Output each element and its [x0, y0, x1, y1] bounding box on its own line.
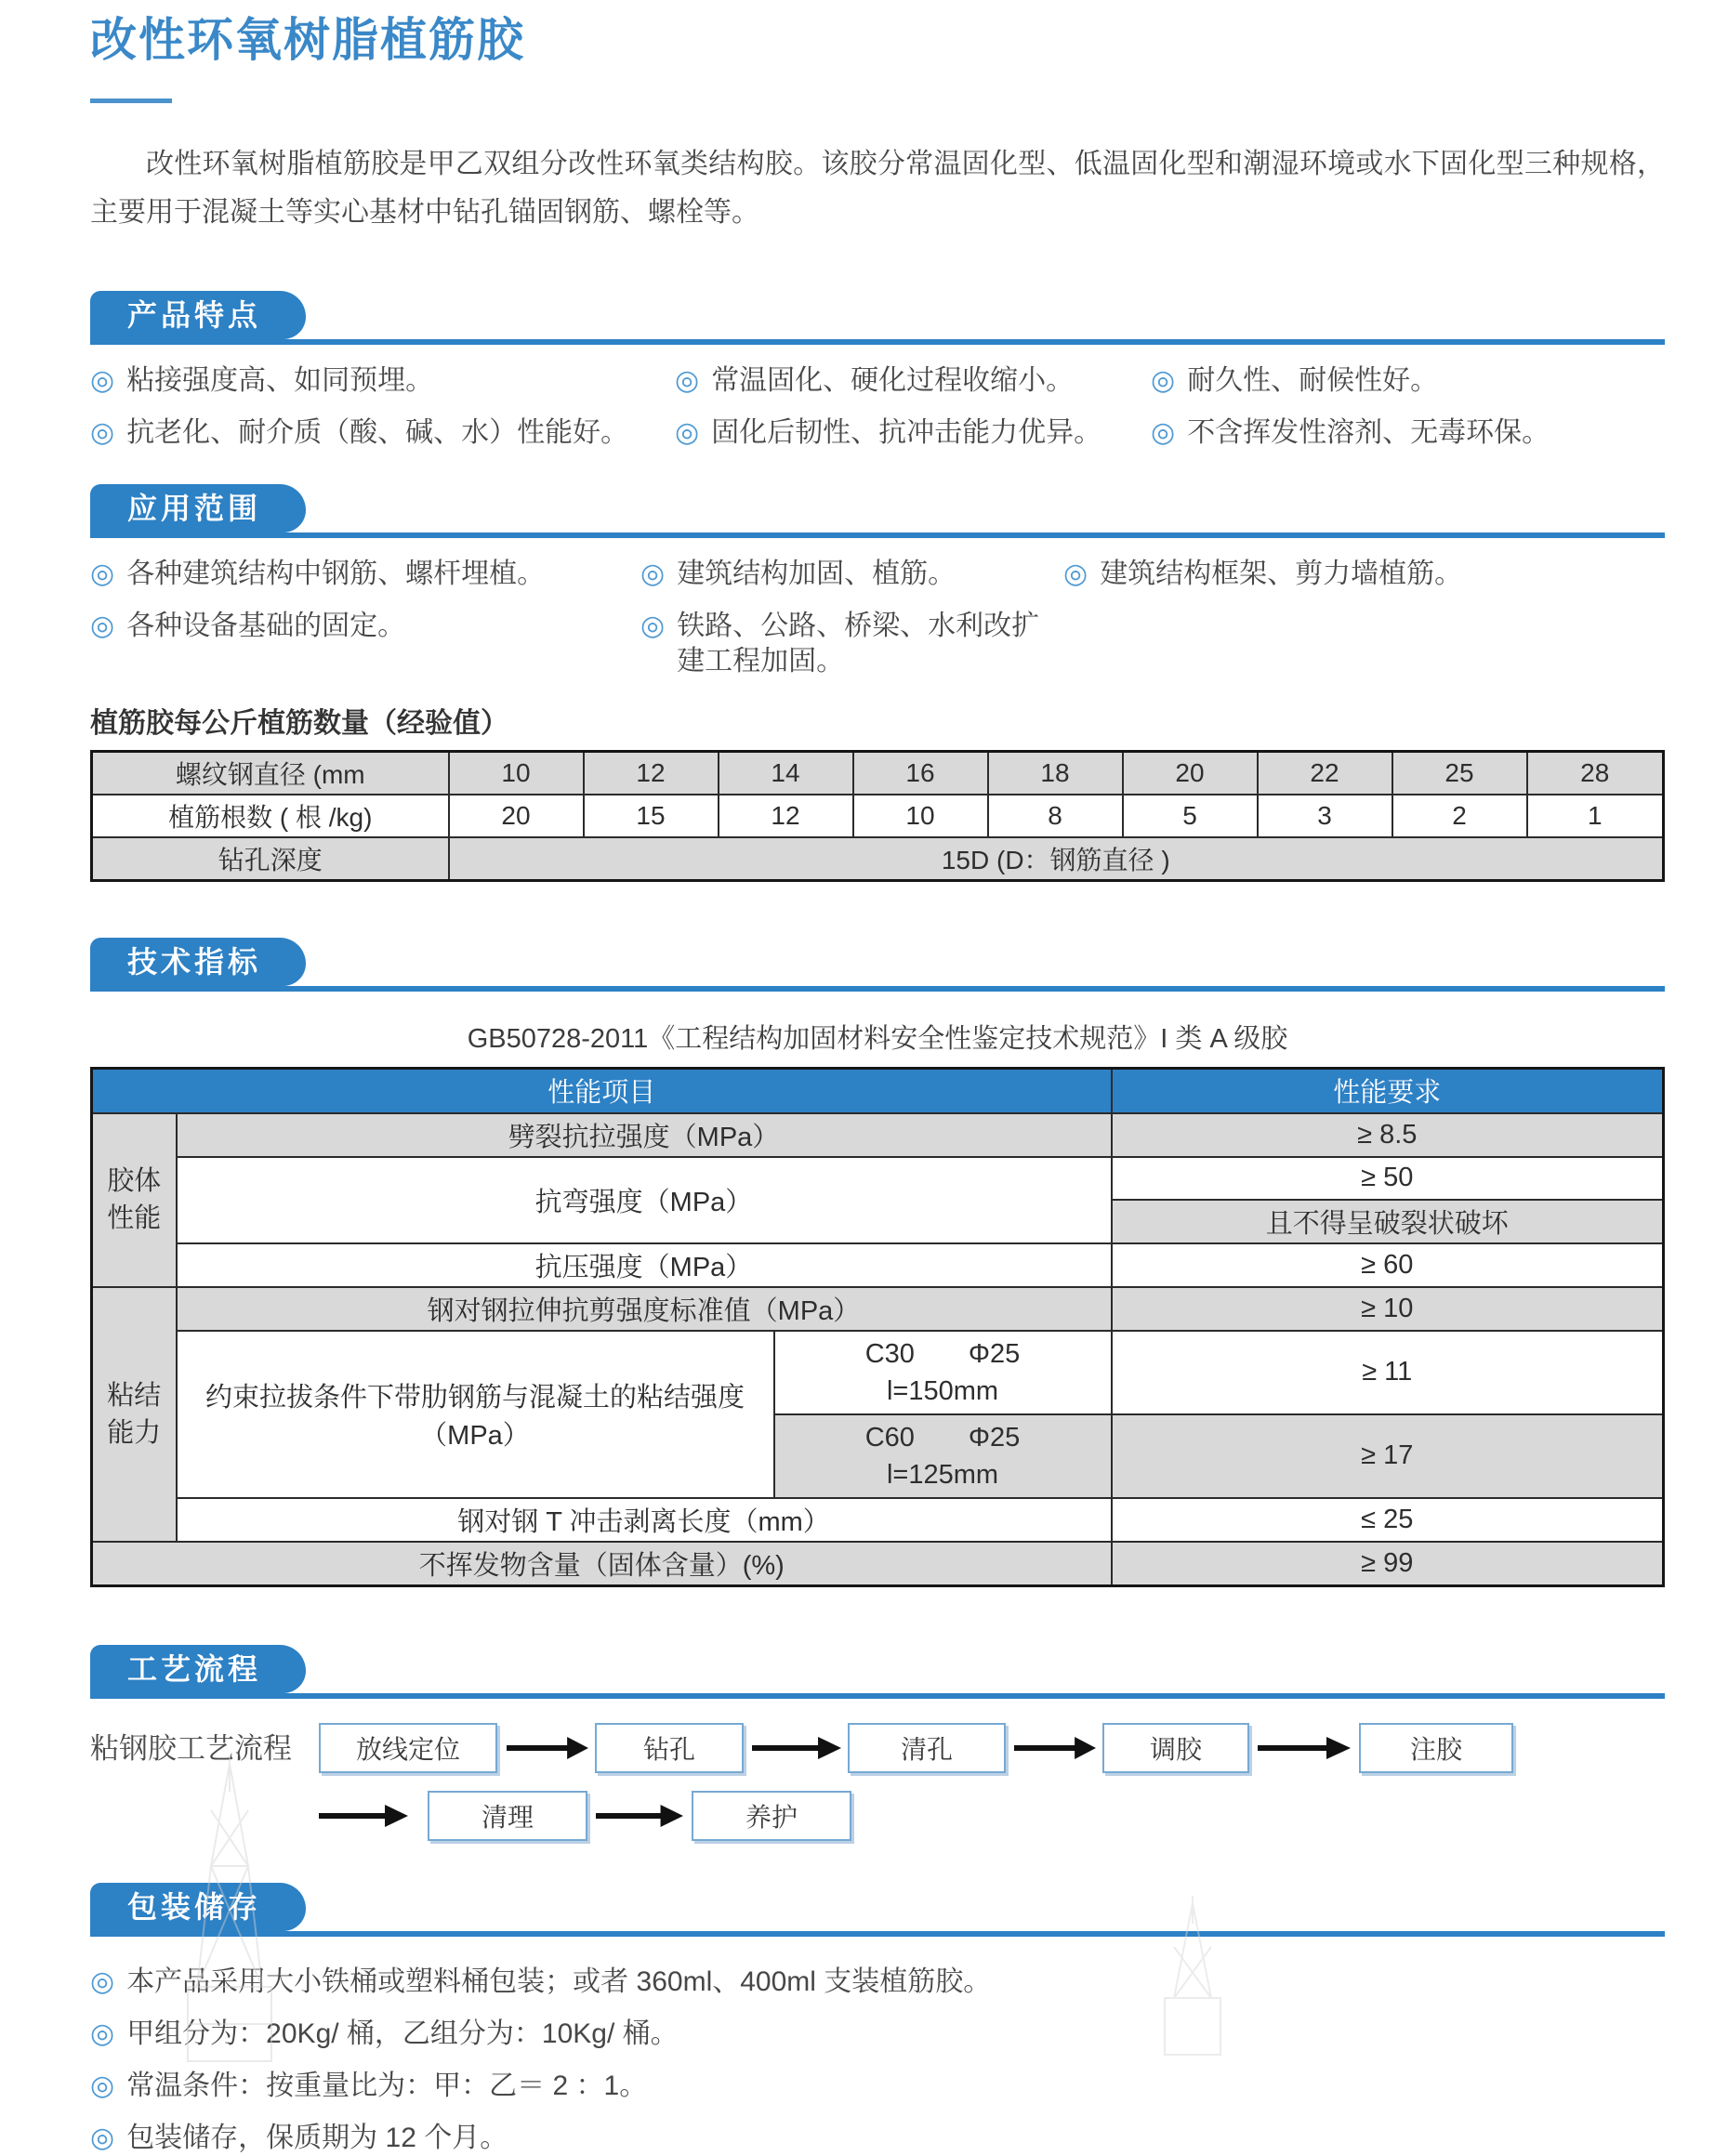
header-cell: 性能项目 — [92, 1069, 1112, 1113]
cell: 抗弯强度（MPa） — [177, 1157, 1112, 1243]
cell: ≥ 17 — [1112, 1414, 1664, 1498]
cell: 15 — [584, 795, 719, 837]
spec-cell — [774, 1331, 1112, 1414]
section-heading-rule — [90, 291, 1665, 345]
features-list — [90, 363, 1665, 451]
section-packaging — [90, 1883, 1665, 2156]
flow-step: 调胶 — [1102, 1723, 1249, 1773]
cell: ≥ 10 — [1112, 1287, 1664, 1331]
section-heading-features: 产品特点 — [90, 291, 306, 339]
section-process — [90, 1645, 1665, 1846]
list-item — [675, 415, 1151, 451]
flow-arrow-icon — [1014, 1736, 1096, 1760]
list-item-text: 包装储存，保质期为 12 个月。 — [126, 2122, 508, 2153]
list-item-text: 甲组分为：20Kg/ 桶，乙组分为：10Kg/ 桶。 — [126, 2018, 679, 2049]
standard-note: GB50728-2011《工程结构加固材料安全性鉴定技术规范》I 类 A 级胶 — [467, 1024, 1288, 1054]
header-cell: 20 — [1123, 752, 1258, 795]
cell: 钻孔深度 — [92, 837, 449, 881]
list-item — [90, 609, 640, 679]
ring-bullet-icon: ◎ — [1151, 365, 1176, 396]
ring-bullet-icon: ◎ — [90, 2122, 115, 2153]
cell: 2 — [1392, 795, 1527, 837]
cell: ≥ 50 — [1112, 1157, 1664, 1200]
list-item-text: 建筑结构加固、植筋。 — [677, 559, 956, 589]
section-heading-applications: 应用范围 — [90, 484, 306, 532]
list-item-text: 固化后韧性、抗冲击能力优异。 — [711, 417, 1102, 448]
flowchart-subtitle: 粘钢胶工艺流程 — [90, 1731, 292, 1765]
ring-bullet-icon: ◎ — [90, 365, 115, 396]
section-applications — [90, 484, 1665, 679]
list-item — [90, 2017, 1665, 2052]
list-item — [90, 363, 675, 399]
list-item-text: 各种设备基础的固定。 — [126, 611, 406, 641]
flow-step: 注胶 — [1359, 1723, 1513, 1773]
list-item-text: 耐久性、耐候性好。 — [1187, 365, 1439, 396]
table-row — [92, 1157, 1664, 1200]
rebar-count-table — [90, 750, 1665, 882]
ring-bullet-icon: ◎ — [675, 417, 700, 448]
section-tech — [90, 938, 1665, 1587]
flow-arrow-icon — [507, 1736, 588, 1760]
intro-paragraph: 改性环氧树脂植筋胶是甲乙双组分改性环氧类结构胶。该胶分常温固化型、低温固化型和潮湿环境或水下固化型三种规格，主要用于混凝土等实心基材中钻孔锚固钢筋、螺栓等。 — [90, 149, 1665, 228]
table-row — [92, 1069, 1664, 1113]
list-item — [90, 415, 675, 451]
concrete-grade: C60 — [864, 1422, 915, 1453]
list-item-text: 铁路、公路、桥梁、水利改扩建工程加固。 — [677, 611, 1040, 677]
header-cell: 10 — [449, 752, 584, 795]
list-item-text: 抗老化、耐介质（酸、碱、水）性能好。 — [126, 417, 629, 448]
table-row — [92, 1243, 1664, 1287]
ring-bullet-icon: ◎ — [90, 417, 115, 448]
spec-cell — [774, 1414, 1112, 1498]
section-heading-tech: 技术指标 — [90, 938, 306, 986]
rebar-diameter: Φ25 — [968, 1422, 1021, 1453]
anchor-length: l=150mm — [886, 1375, 999, 1406]
ring-bullet-icon: ◎ — [90, 559, 115, 589]
rebar-diameter: Φ25 — [968, 1338, 1021, 1369]
flow-step: 养护 — [692, 1791, 851, 1841]
tech-spec-table — [90, 1067, 1665, 1587]
flow-arrow-icon — [596, 1804, 683, 1828]
list-item — [90, 2121, 1665, 2156]
header-cell: 螺纹钢直径 (mm — [92, 752, 449, 795]
table-row — [92, 752, 1664, 795]
header-cell: 25 — [1392, 752, 1527, 795]
ring-bullet-icon: ◎ — [90, 2070, 115, 2101]
concrete-grade: C30 — [864, 1338, 915, 1369]
flow-step: 清理 — [428, 1791, 587, 1841]
ring-bullet-icon: ◎ — [640, 559, 666, 589]
list-item — [90, 2069, 1665, 2104]
ring-bullet-icon: ◎ — [675, 365, 700, 396]
list-item — [1063, 557, 1665, 592]
list-item — [1151, 415, 1665, 451]
cell: ≥ 11 — [1112, 1331, 1664, 1414]
cell: ≥ 60 — [1112, 1243, 1664, 1287]
cell: 5 — [1123, 795, 1258, 837]
ring-bullet-icon: ◎ — [1151, 417, 1176, 448]
cell: 植筋根数 ( 根 /kg) — [92, 795, 449, 837]
flow-step: 钻孔 — [595, 1723, 744, 1773]
anchor-length: l=125mm — [886, 1459, 999, 1490]
section-heading-packaging: 包装储存 — [90, 1883, 306, 1931]
table-row — [92, 795, 1664, 837]
list-item — [90, 1965, 1665, 2000]
list-item — [640, 557, 1063, 592]
section-heading-rule — [90, 1883, 1665, 1937]
table-row — [92, 1542, 1664, 1586]
list-item-text: 常温条件：按重量比为：甲：乙＝ 2 ：1。 — [126, 2070, 648, 2101]
flow-arrow-icon — [752, 1736, 841, 1760]
cell: 劈裂抗拉强度（MPa） — [177, 1113, 1112, 1157]
ring-bullet-icon: ◎ — [90, 2018, 115, 2049]
rebar-table-title: 植筋胶每公斤植筋数量（经验值） — [90, 708, 508, 739]
section-features — [90, 291, 1665, 451]
table-row — [92, 837, 1664, 881]
header-cell: 性能要求 — [1112, 1069, 1664, 1113]
table-row — [92, 1287, 1664, 1331]
category-cell: 粘结能力 — [92, 1287, 177, 1542]
header-cell: 18 — [988, 752, 1123, 795]
section-heading-rule — [90, 1645, 1665, 1699]
table-row — [92, 1498, 1664, 1542]
applications-list — [90, 557, 1665, 679]
list-item-text: 不含挥发性溶剂、无毒环保。 — [1187, 417, 1550, 448]
cell: ≥ 8.5 — [1112, 1113, 1664, 1157]
packaging-list — [90, 1965, 1665, 2156]
list-item — [90, 557, 640, 592]
cell: 1 — [1527, 795, 1664, 837]
list-item-text: 粘接强度高、如同预埋。 — [126, 365, 434, 396]
header-cell: 16 — [853, 752, 988, 795]
header-cell: 28 — [1527, 752, 1664, 795]
cell: 不挥发物含量（固体含量）(%) — [92, 1542, 1112, 1586]
process-flowchart — [90, 1723, 1665, 1846]
cell: ≥ 99 — [1112, 1542, 1664, 1586]
cell: 抗压强度（MPa） — [177, 1243, 1112, 1287]
cell: 10 — [853, 795, 988, 837]
ring-bullet-icon: ◎ — [1063, 559, 1088, 589]
category-cell: 胶体性能 — [92, 1113, 177, 1287]
cell: 15D (D：钢筋直径 ) — [449, 837, 1664, 881]
section-heading-process: 工艺流程 — [90, 1645, 306, 1693]
section-heading-rule — [90, 938, 1665, 992]
cell: 3 — [1258, 795, 1392, 837]
cell: 且不得呈破裂状破坏 — [1112, 1200, 1664, 1243]
title-underline — [90, 99, 172, 103]
cell: 钢对钢拉伸抗剪强度标准值（MPa） — [177, 1287, 1112, 1331]
header-cell: 12 — [584, 752, 719, 795]
ring-bullet-icon: ◎ — [640, 611, 666, 641]
list-item — [675, 363, 1151, 399]
ring-bullet-icon: ◎ — [90, 611, 115, 641]
section-heading-rule — [90, 484, 1665, 538]
cell: 8 — [988, 795, 1123, 837]
list-item-text: 各种建筑结构中钢筋、螺杆埋植。 — [126, 559, 546, 589]
flow-step: 放线定位 — [319, 1723, 497, 1773]
cell: 钢对钢 T 冲击剥离长度（mm） — [177, 1498, 1112, 1542]
list-item-text: 建筑结构框架、剪力墙植筋。 — [1100, 559, 1463, 589]
header-cell: 22 — [1258, 752, 1392, 795]
list-item — [1151, 363, 1665, 399]
table-row — [92, 1331, 1664, 1414]
list-item-text: 常温固化、硬化过程收缩小。 — [711, 365, 1075, 396]
flow-arrow-icon — [1258, 1736, 1351, 1760]
page-title: 改性环氧树脂植筋胶 — [90, 14, 525, 66]
flow-arrow-icon — [319, 1804, 408, 1828]
header-cell: 14 — [719, 752, 853, 795]
flow-step: 清孔 — [848, 1723, 1006, 1773]
ring-bullet-icon: ◎ — [90, 1965, 115, 1997]
cell: 20 — [449, 795, 584, 837]
cell: ≤ 25 — [1112, 1498, 1664, 1542]
table-row — [92, 1113, 1664, 1157]
list-item — [640, 609, 1063, 679]
cell: 约束拉拔条件下带肋钢筋与混凝土的粘结强度（MPa） — [177, 1331, 774, 1498]
list-item-text: 本产品采用大小铁桶或塑料桶包装；或者 360ml、400ml 支装植筋胶。 — [126, 1965, 992, 1997]
cell: 12 — [719, 795, 853, 837]
